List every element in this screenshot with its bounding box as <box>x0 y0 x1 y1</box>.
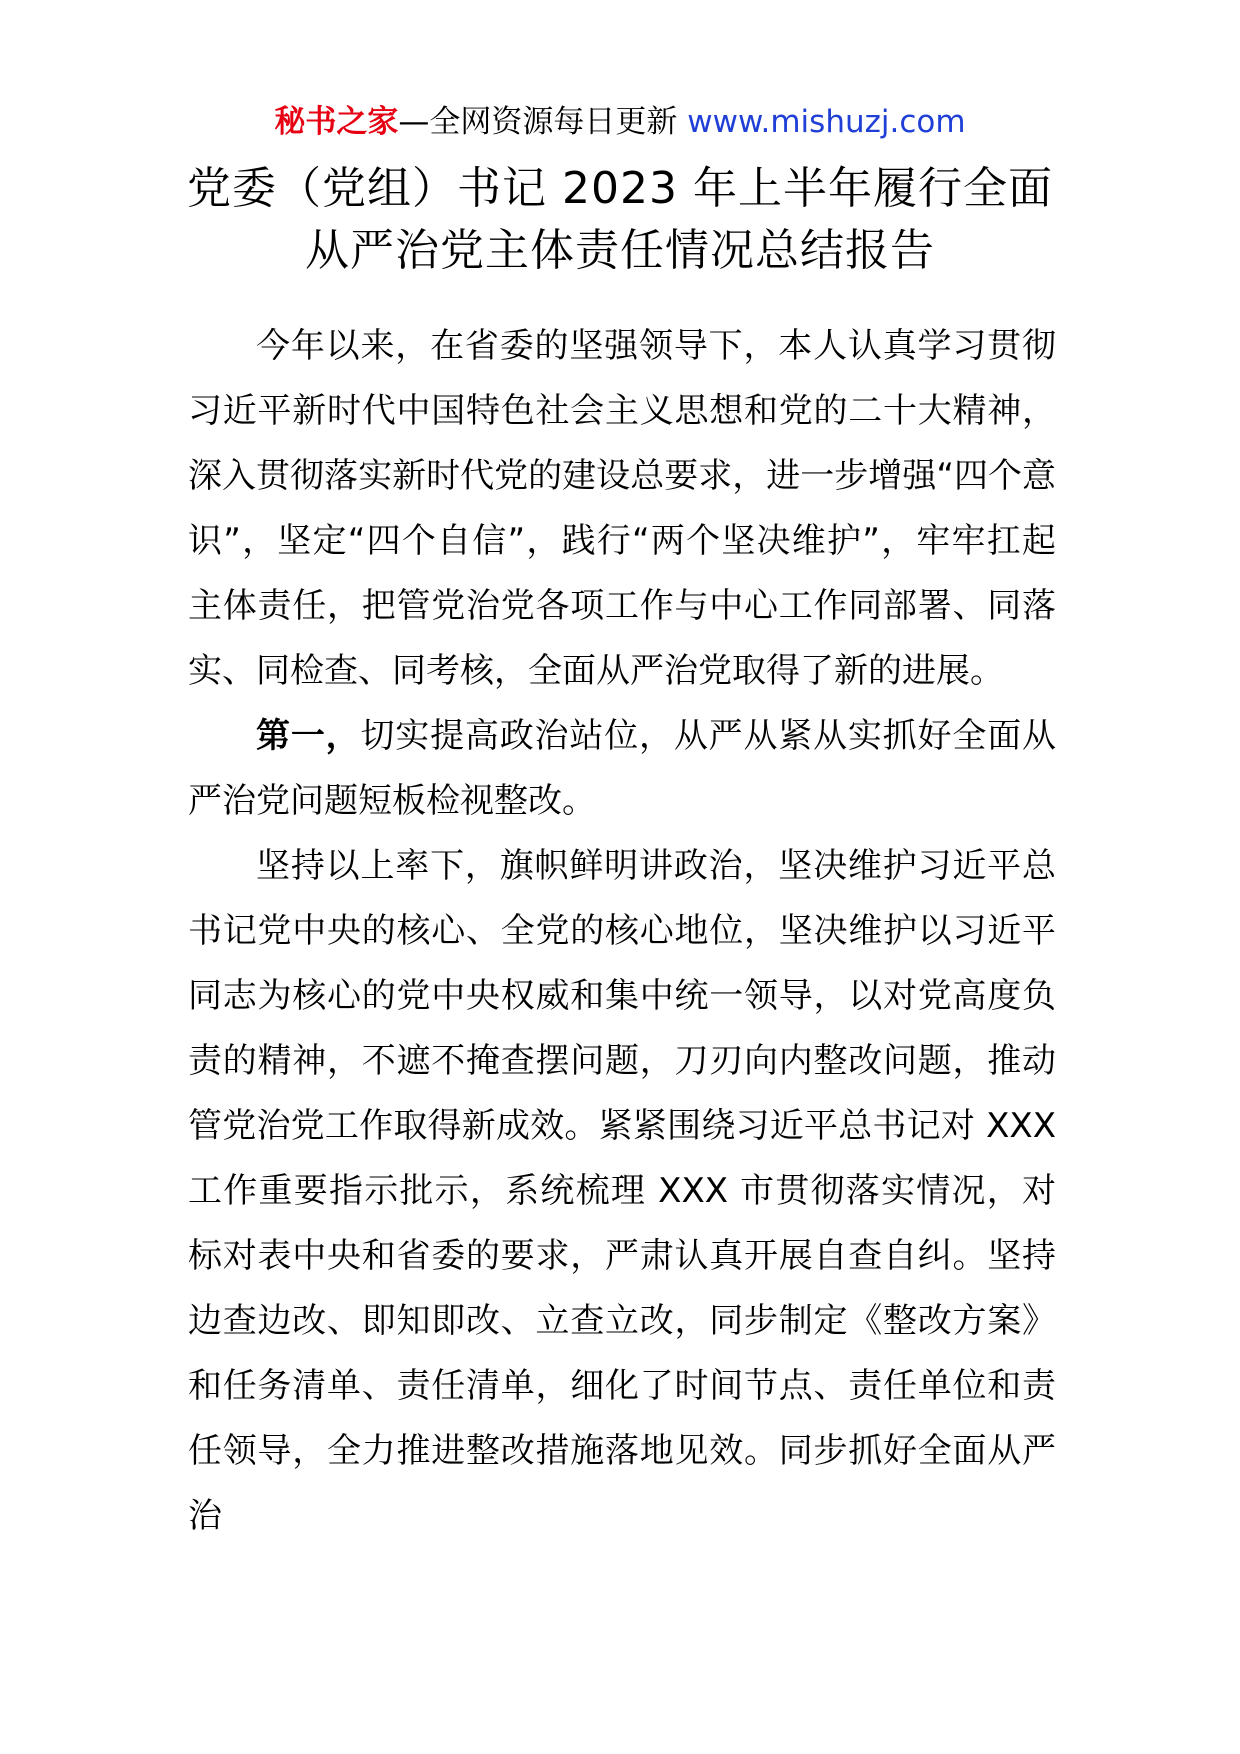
document-title <box>140 158 1100 282</box>
paragraph-section-1-body <box>188 834 1056 1549</box>
paragraph-intro <box>188 314 1056 704</box>
brand-name: 秘书之家 <box>274 104 399 140</box>
banner-tagline: —全网资源每日更新 <box>398 104 678 140</box>
paragraph-text: 切实提高政治站位，从严从紧从实抓好全面从严治党问题短板检视整改。 <box>188 716 1057 821</box>
title-line-2: 从严治党主体责任情况总结报告 <box>305 225 935 276</box>
site-banner <box>0 100 1240 144</box>
paragraph-text: 坚持以上率下，旗帜鲜明讲政治，坚决维护习近平总书记党中央的核心、全党的核心地位，坚决维护以习近平同志为核心的党中央权威和集中统一领导，以对党高度负责的精神，不遮不掩查摆问题，刀刃向内整改问题，推动管党治党工作取得新成效。紧紧围绕习近平总书记对 XXX 工作重要指示批示，系统梳理 XXX 市贯彻落实情况，对标对表中央和省委的要求，严肃认真开展自查自纠。坚持边查边改、即知即改、立查立改，同步制定《整改方案》和任务清单、责任清单，细化了时间节点、责任单位和责任领导，全力推进整改措施落地见效。同步抓好全面从严治 <box>188 846 1056 1536</box>
title-line-1: 党委（党组）书记 2023 年上半年履行全面 <box>187 163 1053 214</box>
document-body <box>188 314 1056 1549</box>
section-ordinal: 第一， <box>256 716 361 756</box>
site-url-link[interactable]: www.mishuzj.com <box>687 104 966 140</box>
paragraph-section-1-heading <box>188 704 1056 834</box>
paragraph-text: 今年以来，在省委的坚强领导下，本人认真学习贯彻习近平新时代中国特色社会主义思想和党的二十大精神，深入贯彻落实新时代党的建设总要求，进一步增强“四个意识”，坚定“四个自信”，践行“两个坚决维护”，牢牢扛起主体责任，把管党治党各项工作与中心工作同部署、同落实、同检查、同考核，全面从严治党取得了新的进展。 <box>188 326 1056 691</box>
